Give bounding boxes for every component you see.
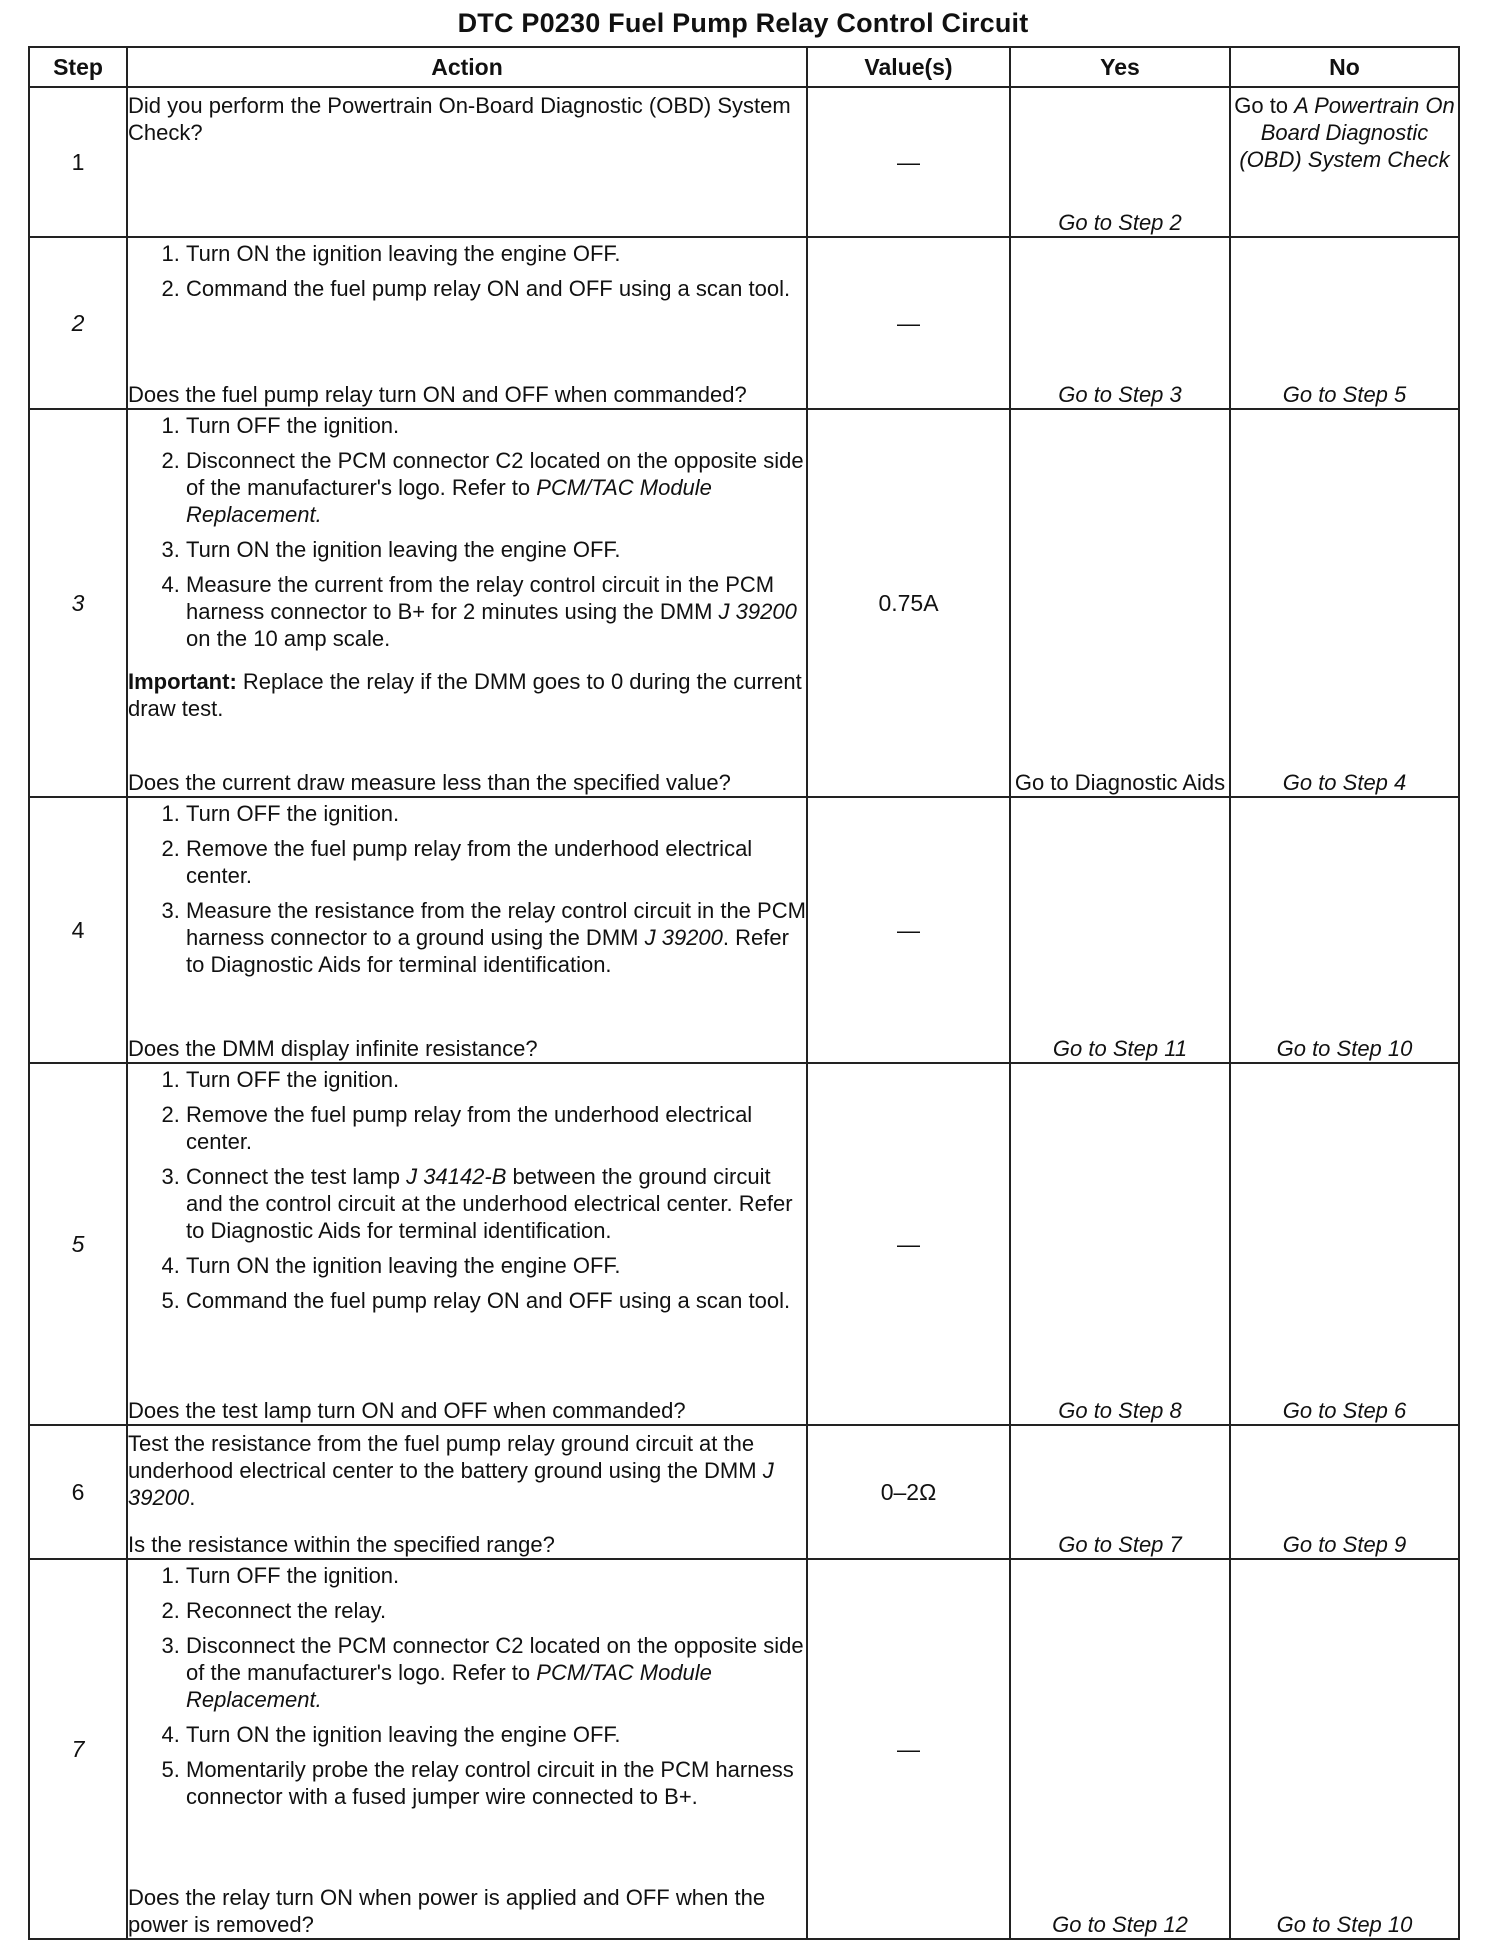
tool-reference: J 39200	[644, 925, 723, 950]
action-list	[128, 1066, 806, 1322]
yes-cell: Go to Step 3	[1010, 237, 1230, 409]
action-list	[128, 800, 806, 986]
no-cell: Go to Step 10	[1230, 1559, 1459, 1939]
no-cell: Go to Step 4	[1230, 409, 1459, 797]
action-question: Does the DMM display infinite resistance?	[128, 1036, 538, 1061]
action-item: 2. Remove the fuel pump relay from the underhood electrical center.	[186, 835, 806, 889]
header-yes: Yes	[1010, 47, 1230, 87]
table-row	[29, 87, 1459, 237]
yes-cell: Go to Step 7	[1010, 1425, 1230, 1559]
action-item: 1. Turn OFF the ignition.	[186, 1066, 806, 1093]
yes-cell: Go to Diagnostic Aids	[1010, 409, 1230, 797]
table-row	[29, 1425, 1459, 1559]
no-prefix: Go to	[1234, 93, 1295, 118]
action-list	[128, 412, 806, 660]
value-cell: 0.75A	[807, 409, 1010, 797]
tool-reference: J 34142-B	[406, 1164, 507, 1189]
action-item: 5. Momentarily probe the relay control circuit in the PCM harness connector with a fused jumper wire connected to B+.	[186, 1756, 806, 1810]
yes-cell: Go to Step 12	[1010, 1559, 1230, 1939]
table-row	[29, 1063, 1459, 1425]
action-question: Does the fuel pump relay turn ON and OFF when commanded?	[128, 382, 747, 407]
action-text: Disconnect the PCM connector C2 located on the opposite side of the manufacturer's logo. Refer to	[186, 1633, 804, 1685]
step-number: 1	[29, 87, 127, 237]
action-text: Test the resistance from the fuel pump relay ground circuit at the underhood electrical center to the battery ground using the DMM	[128, 1431, 763, 1483]
action-item: 2. Remove the fuel pump relay from the underhood electrical center.	[186, 1101, 806, 1155]
action-item: 3. Turn ON the ignition leaving the engine OFF.	[186, 536, 806, 563]
important-note	[128, 668, 806, 722]
no-cell	[1230, 87, 1459, 237]
header-no: No	[1230, 47, 1459, 87]
reference-link: PCM/TAC Module Replacement.	[186, 475, 712, 527]
yes-cell: Go to Step 11	[1010, 797, 1230, 1063]
header-row	[29, 47, 1459, 87]
action-item: 1. Turn OFF the ignition.	[186, 800, 806, 827]
header-action: Action	[127, 47, 807, 87]
table-row	[29, 1559, 1459, 1939]
table-row	[29, 797, 1459, 1063]
action-item	[186, 1632, 806, 1713]
action-question: Does the relay turn ON when power is applied and OFF when the power is removed?	[128, 1885, 766, 1937]
action-list	[128, 1562, 806, 1818]
action-text: . Refer to Diagnostic Aids for terminal identification.	[186, 925, 789, 977]
action-text: Disconnect the PCM connector C2 located on the opposite side of the manufacturer's logo. Refer to	[186, 448, 804, 500]
action-text: Connect the test lamp	[186, 1164, 407, 1189]
action-cell	[127, 1559, 807, 1939]
no-cell: Go to Step 9	[1230, 1425, 1459, 1559]
action-question: Does the test lamp turn ON and OFF when commanded?	[128, 1398, 686, 1423]
no-reference: A Powertrain On Board Diagnostic (OBD) System Check	[1239, 93, 1455, 172]
tool-reference: J 39200	[718, 599, 797, 624]
action-item: 1. Turn OFF the ignition.	[186, 1562, 806, 1589]
action-item	[186, 571, 806, 652]
action-item	[186, 447, 806, 528]
action-item: 1. Turn ON the ignition leaving the engine OFF.	[186, 240, 806, 267]
step-number: 2	[29, 237, 127, 409]
action-text: between the ground circuit and the control circuit at the underhood electrical center. Refer to Diagnostic Aids for terminal identification.	[186, 1164, 793, 1243]
tool-reference: J 39200	[128, 1458, 774, 1510]
action-list	[128, 240, 806, 310]
header-step: Step	[29, 47, 127, 87]
action-cell	[127, 409, 807, 797]
action-cell	[127, 87, 807, 237]
value-cell: —	[807, 87, 1010, 237]
yes-cell: Go to Step 2	[1010, 87, 1230, 237]
action-item: 5. Command the fuel pump relay ON and OFF using a scan tool.	[186, 1287, 806, 1314]
header-values: Value(s)	[807, 47, 1010, 87]
action-cell	[127, 1425, 807, 1559]
table-row	[29, 409, 1459, 797]
yes-cell: Go to Step 8	[1010, 1063, 1230, 1425]
page-title: DTC P0230 Fuel Pump Relay Control Circuit	[457, 8, 1029, 38]
action-cell	[127, 1063, 807, 1425]
important-text: Replace the relay if the DMM goes to 0 during the current draw test.	[128, 669, 802, 721]
action-item	[186, 897, 806, 978]
step-number: 3	[29, 409, 127, 797]
diagnostic-table	[28, 46, 1460, 1940]
value-cell: —	[807, 1559, 1010, 1939]
no-cell: Go to Step 6	[1230, 1063, 1459, 1425]
value-cell: —	[807, 797, 1010, 1063]
step-number: 5	[29, 1063, 127, 1425]
action-question: Is the resistance within the specified range?	[128, 1532, 555, 1557]
no-cell: Go to Step 10	[1230, 797, 1459, 1063]
action-item: 2. Command the fuel pump relay ON and OFF using a scan tool.	[186, 275, 806, 302]
action-text: .	[189, 1485, 196, 1510]
action-text: Measure the current from the relay control circuit in the PCM harness connector to B+ for 2 minutes using the DMM	[186, 572, 775, 624]
action-text: Measure the resistance from the relay control circuit in the PCM harness connector to a ground using the DMM	[186, 898, 806, 950]
action-text: on the 10 amp scale.	[186, 626, 391, 651]
action-question: Does the current draw measure less than the specified value?	[128, 770, 731, 795]
action-item: 4. Turn ON the ignition leaving the engine OFF.	[186, 1252, 806, 1279]
step-number: 7	[29, 1559, 127, 1939]
step-number: 6	[29, 1425, 127, 1559]
action-text-block	[128, 1430, 806, 1511]
action-item	[186, 1163, 806, 1244]
table-row	[29, 237, 1459, 409]
reference-link: PCM/TAC Module Replacement.	[186, 1660, 712, 1712]
action-cell	[127, 237, 807, 409]
value-cell: 0–2Ω	[807, 1425, 1010, 1559]
value-cell: —	[807, 1063, 1010, 1425]
important-label: Important:	[128, 669, 237, 694]
step-number: 4	[29, 797, 127, 1063]
action-item: 2. Reconnect the relay.	[186, 1597, 806, 1624]
action-cell	[127, 797, 807, 1063]
value-cell: —	[807, 237, 1010, 409]
no-cell: Go to Step 5	[1230, 237, 1459, 409]
action-item: 4. Turn ON the ignition leaving the engine OFF.	[186, 1721, 806, 1748]
action-question: Did you perform the Powertrain On-Board Diagnostic (OBD) System Check?	[128, 93, 791, 145]
action-item: 1. Turn OFF the ignition.	[186, 412, 806, 439]
